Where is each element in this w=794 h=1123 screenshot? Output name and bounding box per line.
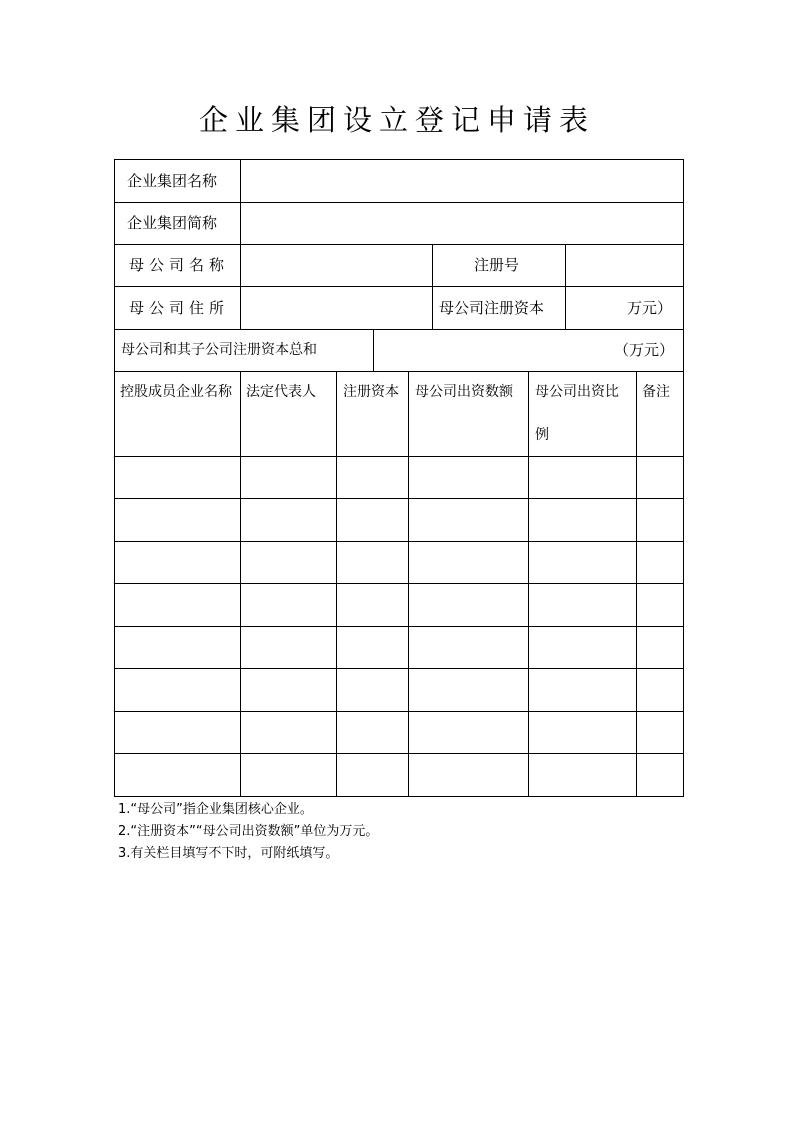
row-divider bbox=[115, 456, 683, 457]
row-divider bbox=[115, 286, 683, 287]
header-reg-capital: 注册资本 bbox=[343, 384, 399, 400]
footnote: 1.“母公司”指企业集团核心企业。 bbox=[118, 802, 313, 817]
header-legal-rep: 法定代表人 bbox=[246, 384, 316, 400]
row-divider bbox=[115, 202, 683, 203]
column-divider bbox=[240, 160, 241, 329]
total-capital-unit: （万元） bbox=[614, 341, 675, 359]
column-divider bbox=[528, 371, 529, 796]
row-divider bbox=[115, 753, 683, 754]
row-divider bbox=[115, 626, 683, 627]
header-parent-ratio: 母公司出资比 bbox=[535, 384, 619, 400]
parent-capital-label: 母公司注册资本 bbox=[439, 299, 545, 317]
form-title: 企业集团设立登记申请表 bbox=[198, 103, 595, 137]
column-divider bbox=[336, 371, 337, 796]
row-divider bbox=[115, 668, 683, 669]
total-capital-label: 母公司和其子公司注册资本总和 bbox=[121, 342, 317, 358]
registration-form-table bbox=[114, 159, 684, 797]
row-divider bbox=[115, 244, 683, 245]
column-divider bbox=[408, 371, 409, 796]
column-divider bbox=[240, 371, 241, 796]
header-parent-ratio-wrap: 例 bbox=[535, 427, 549, 443]
header-remarks: 备注 bbox=[642, 384, 670, 400]
row-divider bbox=[115, 541, 683, 542]
column-divider bbox=[373, 329, 374, 371]
parent-name-label: 母公司名称 bbox=[129, 256, 230, 274]
row-divider bbox=[115, 583, 683, 584]
footnote: 2.“注册资本”“母公司出资数额”单位为万元。 bbox=[118, 824, 379, 839]
column-divider bbox=[636, 371, 637, 796]
footnote: 3.有关栏目填写不下时，可附纸填写。 bbox=[118, 846, 339, 861]
header-member-name: 控股成员企业名称 bbox=[120, 384, 232, 400]
column-divider bbox=[565, 244, 566, 329]
row-divider bbox=[115, 371, 683, 372]
header-parent-amount: 母公司出资数额 bbox=[415, 384, 513, 400]
group-name-label: 企业集团名称 bbox=[127, 172, 218, 190]
row-divider bbox=[115, 329, 683, 330]
group-short-name-label: 企业集团简称 bbox=[127, 214, 218, 232]
parent-capital-unit: 万元） bbox=[627, 299, 673, 317]
column-divider bbox=[432, 244, 433, 329]
row-divider bbox=[115, 711, 683, 712]
reg-no-label: 注册号 bbox=[474, 256, 520, 274]
parent-address-label: 母公司住所 bbox=[129, 299, 230, 317]
footnotes bbox=[118, 799, 378, 865]
row-divider bbox=[115, 498, 683, 499]
